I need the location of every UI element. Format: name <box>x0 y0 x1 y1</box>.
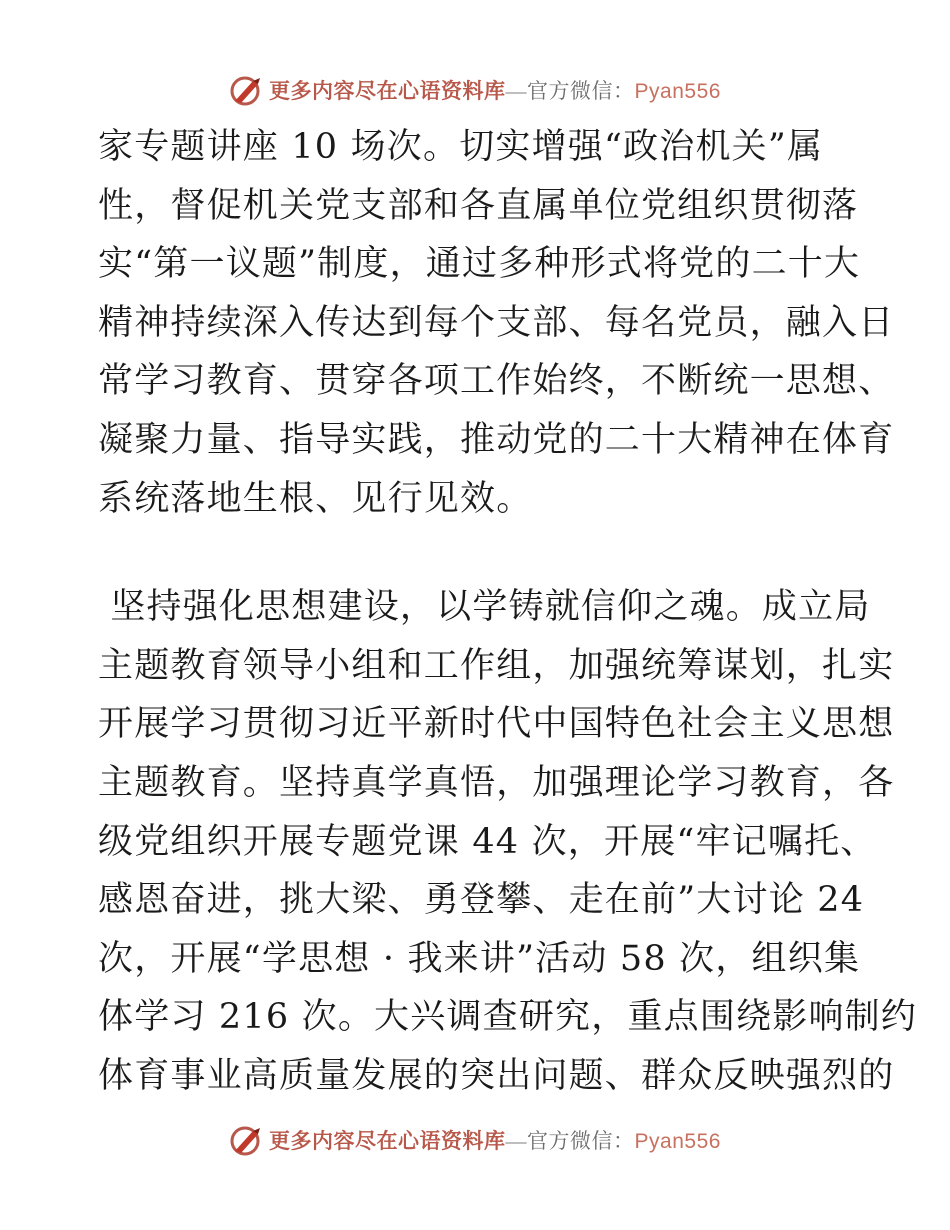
text-line: 级党组织开展专题党课 44 次，开展“牢记嘱托、 <box>98 821 877 862</box>
document-body <box>98 118 918 1106</box>
header-wechat-id: Pyan556 <box>634 80 721 103</box>
header-wechat-label: 官方微信： <box>527 79 635 103</box>
footer-wechat-label: 官方微信： <box>527 1129 635 1153</box>
text-line: 次，开展“学思想 · 我来讲”活动 58 次，组织集 <box>98 938 861 979</box>
text-line: 坚持强化思想建设，以学铸就信仰之魂。成立局 <box>98 587 871 628</box>
text-line: 系统落地生根、见行见效。 <box>98 478 533 519</box>
text-line: 性，督促机关党支部和各直属单位党组织贯彻落 <box>98 185 859 226</box>
footer-separator: — <box>505 1129 528 1153</box>
header-site-name: 更多内容尽在心语资料库 <box>269 79 506 103</box>
text-line: 凝聚力量、指导实践，推动党的二十大精神在体育 <box>98 419 895 460</box>
text-line: 家专题讲座 10 场次。切实增强“政治机关”属 <box>98 127 824 167</box>
paragraph-2 <box>98 578 918 1105</box>
footer-site-name: 更多内容尽在心语资料库 <box>269 1129 506 1153</box>
text-line: 体学习 216 次。大兴调查研究，重点围绕影响制约 <box>98 997 918 1038</box>
pen-logo-icon <box>229 1123 263 1157</box>
text-line: 精神持续深入传达到每个支部、每名党员，融入日 <box>98 302 895 343</box>
header-banner <box>0 70 950 110</box>
text-line: 常学习教育、贯穿各项工作始终，不断统一思想、 <box>98 361 895 402</box>
paragraph-gap <box>98 528 858 578</box>
text-line: 体育事业高质量发展的突出问题、群众反映强烈的 <box>98 1055 895 1096</box>
header-separator: — <box>505 79 528 103</box>
footer-text <box>269 1125 721 1155</box>
text-line: 感恩奋进，挑大梁、勇登攀、走在前”大讨论 24 <box>98 880 865 921</box>
text-line: 主题教育。坚持真学真悟，加强理论学习教育，各 <box>98 762 895 803</box>
text-line: 开展学习贯彻习近平新时代中国特色社会主义思想 <box>98 704 895 745</box>
text-line: 主题教育领导小组和工作组，加强统筹谋划，扎实 <box>98 645 895 686</box>
header-text <box>269 75 721 105</box>
footer-banner <box>0 1120 950 1160</box>
pen-logo-icon <box>229 73 263 107</box>
paragraph-1 <box>98 118 895 528</box>
footer-wechat-id: Pyan556 <box>634 1130 721 1153</box>
text-line: 实“第一议题”制度，通过多种形式将党的二十大 <box>98 244 861 285</box>
